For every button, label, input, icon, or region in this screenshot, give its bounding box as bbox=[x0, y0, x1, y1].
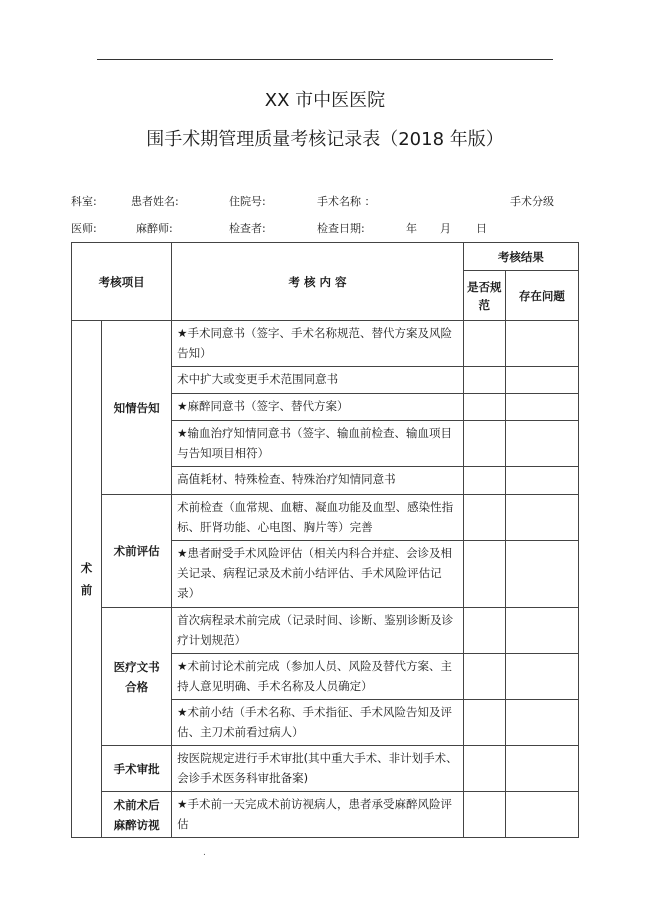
table-row-item: ★输血治疗知情同意书（签字、输血前检查、输血项目与告知项目相符） bbox=[172, 421, 464, 467]
header-content: 考 核 内 容 bbox=[172, 243, 464, 321]
header-issues: 存在问题 bbox=[505, 271, 578, 321]
department-label: 科室: bbox=[71, 195, 97, 208]
patient-name-label: 患者姓名: bbox=[131, 195, 179, 208]
issue-cell[interactable] bbox=[505, 700, 578, 746]
year-label: 年 bbox=[406, 222, 417, 235]
compliant-cell[interactable] bbox=[463, 608, 505, 654]
assessment-table bbox=[71, 242, 579, 838]
category-anesthesia-visit: 术前术后麻醉访视 bbox=[102, 792, 172, 838]
top-rule bbox=[97, 59, 553, 60]
table-row-item: 术中扩大或变更手术范围同意书 bbox=[172, 367, 464, 394]
header-compliant: 是否规范 bbox=[463, 271, 505, 321]
compliant-cell[interactable] bbox=[463, 654, 505, 700]
month-label: 月 bbox=[440, 222, 451, 235]
compliant-cell[interactable] bbox=[463, 321, 505, 367]
form-title: 围手术期管理质量考核记录表（2018 年版） bbox=[146, 129, 504, 150]
issue-cell[interactable] bbox=[505, 467, 578, 495]
category-surgery-approval: 手术审批 bbox=[102, 746, 172, 792]
issue-cell[interactable] bbox=[505, 495, 578, 541]
table-row-item: ★麻醉同意书（签字、替代方案） bbox=[172, 394, 464, 421]
table-row-item: ★手术同意书（签字、手术名称规范、替代方案及风险告知） bbox=[172, 321, 464, 367]
issue-cell[interactable] bbox=[505, 654, 578, 700]
hospital-title: XX 市中医医院 bbox=[264, 90, 386, 111]
issue-cell[interactable] bbox=[505, 367, 578, 394]
issue-cell[interactable] bbox=[505, 394, 578, 421]
check-date-label: 检查日期: bbox=[317, 222, 365, 235]
header-result: 考核结果 bbox=[463, 243, 578, 271]
table-row-item: 首次病程录术前完成（记录时间、诊断、鉴别诊断及诊疗计划规范） bbox=[172, 608, 464, 654]
issue-cell[interactable] bbox=[505, 746, 578, 792]
physician-label: 医师: bbox=[71, 222, 97, 235]
day-label: 日 bbox=[476, 222, 487, 235]
issue-cell[interactable] bbox=[505, 792, 578, 838]
anesthetist-label: 麻醉师: bbox=[136, 222, 173, 235]
compliant-cell[interactable] bbox=[463, 421, 505, 467]
phase-preop: 术前 bbox=[72, 321, 102, 838]
category-informed-consent: 知情告知 bbox=[102, 321, 172, 495]
inspector-label: 检查者: bbox=[229, 222, 266, 235]
compliant-cell[interactable] bbox=[463, 467, 505, 495]
compliant-cell[interactable] bbox=[463, 700, 505, 746]
compliant-cell[interactable] bbox=[463, 394, 505, 421]
compliant-cell[interactable] bbox=[463, 495, 505, 541]
admission-no-label: 住院号: bbox=[229, 195, 266, 208]
table-row-item: ★手术前一天完成术前访视病人，患者承受麻醉风险评估 bbox=[172, 792, 464, 838]
table-row-item: 术前检查（血常规、血糖、凝血功能及血型、感染性指标、肝肾功能、心电图、胸片等）完善 bbox=[172, 495, 464, 541]
table-row-item: ★患者耐受手术风险评估（相关内科合并症、会诊及相关记录、病程记录及术前小结评估、手术风险评估记录） bbox=[172, 541, 464, 608]
surgery-name-label: 手术名称 ： bbox=[317, 195, 376, 208]
issue-cell[interactable] bbox=[505, 421, 578, 467]
compliant-cell[interactable] bbox=[463, 541, 505, 608]
issue-cell[interactable] bbox=[505, 608, 578, 654]
issue-cell[interactable] bbox=[505, 541, 578, 608]
compliant-cell[interactable] bbox=[463, 746, 505, 792]
compliant-cell[interactable] bbox=[463, 367, 505, 394]
footer-dot: . bbox=[203, 848, 206, 858]
issue-cell[interactable] bbox=[505, 321, 578, 367]
table-row-item: 高值耗材、特殊检查、特殊治疗知情同意书 bbox=[172, 467, 464, 495]
table-row-item: ★术前讨论术前完成（参加人员、风险及替代方案、主持人意见明确、手术名称及人员确定） bbox=[172, 654, 464, 700]
header-item: 考核项目 bbox=[72, 243, 172, 321]
table-row-item: 按医院规定进行手术审批(其中重大手术、非计划手术、会诊手术医务科审批备案) bbox=[172, 746, 464, 792]
surgery-grade-label: 手术分级 bbox=[510, 195, 554, 208]
category-medical-documents: 医疗文书合格 bbox=[102, 608, 172, 746]
category-preop-evaluation: 术前评估 bbox=[102, 495, 172, 608]
table-row-item: ★术前小结（手术名称、手术指征、手术风险告知及评估、主刀术前看过病人） bbox=[172, 700, 464, 746]
compliant-cell[interactable] bbox=[463, 792, 505, 838]
